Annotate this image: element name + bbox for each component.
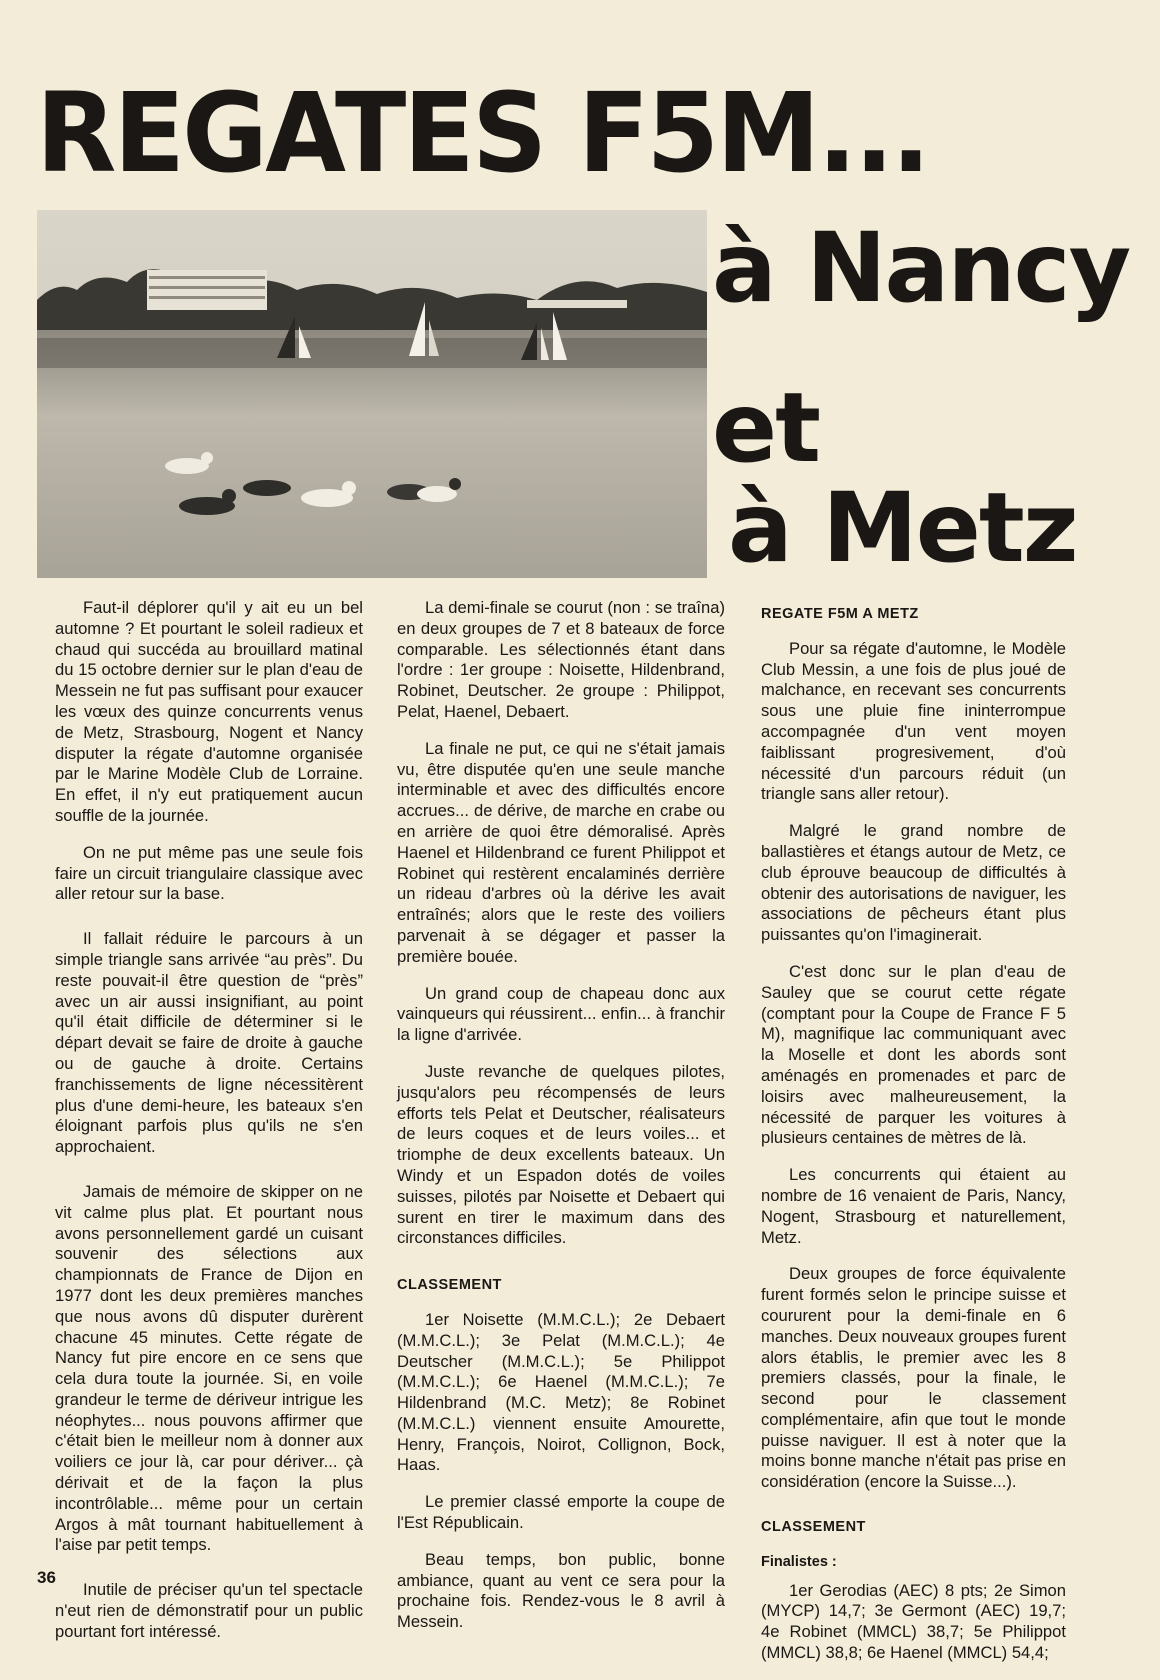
lake-photo bbox=[37, 210, 707, 578]
paragraph: Malgré le grand nombre de ballastières et étangs autour de Metz, ce club éprouve beaucoup de difficultés à obtenir des autorisations de naviguer, les associations de pêcheurs étant plus puissantes qu'on l'imaginerait. bbox=[761, 821, 1066, 945]
paragraph: La finale ne put, ce qui ne s'était jamais vu, être disputée qu'en une seule manche interminable et avec des difficultés encore accrues... de dérive, de marche en crabe ou en arrière de quoi être démoralisé. Après Haenel et Hildenbrand ce furent Philippot et Robinet qui restèrent encalaminés derrière un rideau d'arbres où la dérive les avait entraînés; alors que le reste des voiliers parvenait à se dégager et passer la première bouée. bbox=[397, 738, 725, 966]
paragraph: Inutile de préciser qu'un tel spectacle n'eut rien de démonstratif pour un public pourtant fort intéressé. bbox=[55, 1580, 363, 1641]
article-column-2 bbox=[397, 598, 725, 1649]
paragraph: Un grand coup de chapeau donc aux vainqueurs qui réussirent... enfin... à franchir la ligne d'arrivée. bbox=[397, 983, 725, 1045]
paragraph: Le premier classé emporte la coupe de l'Est Républicain. bbox=[397, 1492, 725, 1533]
article-title: REGATES F5M... bbox=[36, 69, 928, 197]
title-line-metz: à Metz bbox=[728, 472, 1077, 584]
paragraph: Beau temps, bon public, bonne ambiance, quant au vent ce sera pour la prochaine fois. Rendez-vous le 8 avril à Messein. bbox=[397, 1549, 725, 1632]
paragraph: Jamais de mémoire de skipper on ne vit calme plus plat. Et pourtant nous avons personnellement gardé un cuisant souvenir des sélections aux championnats de France de Dijon en 1977 dont les deux premières manches que nous avons dû disputer durèrent chacune 45 minutes. Cette régate de Nancy fut pire encore en ce sens que cela dura toute la journée. Si, en voile grandeur le terme de dériveur intrigue les néophytes... nous pouvons affirmer que c'était bien le meilleur nom à donner aux voiliers ce jour là, car pour dériver... çà dérivait et de la façon la plus incontrôlable... même pour un certain Argos à mât tournant habituellement à l'aise par petit temps. bbox=[55, 1181, 363, 1555]
photo-illustration bbox=[37, 210, 707, 578]
article-column-1 bbox=[55, 598, 363, 1659]
paragraph: Les concurrents qui étaient au nombre de 16 venaient de Paris, Nancy, Nogent, Strasbourg et naturellement, Metz. bbox=[761, 1165, 1066, 1247]
paragraph: La demi-finale se courut (non : se traîna) en deux groupes de 7 et 8 bateaux de force comparable. Les sélectionnés étant dans l'ordre : 1er groupe : Noisette, Hildenbrand, Robinet, Deutscher. 2e groupe : Philippot, Pelat, Haenel, Debaert. bbox=[397, 598, 725, 721]
classement-results: 1er Noisette (M.M.C.L.); 2e Debaert (M.M.C.L.); 3e Pelat (M.M.C.L.); 4e Deutscher (M.M.C.L.); 5e Philippot (M.M.C.L.); 6e Haenel (M.M.C.L.); 7e Hildenbrand (M.C. Metz); 8e Robinet (M.M.C.L.) viennent ensuite Amourette, Henry, François, Noirot, Collignon, Bock, Haas. bbox=[397, 1309, 725, 1475]
finalistes-results: 1er Gerodias (AEC) 8 pts; 2e Simon (MYCP) 14,7; 3e Germont (AEC) 19,7; 4e Robinet (MMCL) 38,7; 5e Philippot (MMCL) 38,8; 6e Haenel (MMCL) 54,4; bbox=[761, 1580, 1066, 1663]
paragraph: Faut-il déplorer qu'il y ait eu un bel automne ? Et pourtant le soleil radieux et chaud qui succéda au brouillard matinal du 15 octobre dernier sur le plan d'eau de Messein ne fut pas suffisant pour exaucer les vœux des quinze concurrents venus de Metz, Strasbourg, Nogent et Nancy disputer la régate d'automne organisée par le Marine Modèle Club de Lorraine. En effet, il n'y eut pratiquement aucun souffle de la journée. bbox=[55, 598, 363, 825]
paragraph: Pour sa régate d'automne, le Modèle Club Messin, a une fois de plus joué de malchance, en recevant ses concurrents sous une pluie fine ininterrompue accompagnée d'un vent moyen faiblissant progresivement, d'où nécessité d'un parcours réduit (un triangle sans aller retour). bbox=[761, 638, 1066, 804]
paragraph: On ne put même pas une seule fois faire un circuit triangulaire classique avec aller retour sur la base. bbox=[55, 842, 363, 904]
article-column-3 bbox=[761, 598, 1066, 1680]
paragraph: Juste revanche de quelques pilotes, jusqu'alors peu récompensés de leurs efforts tels Pelat et Deutscher, réalisateurs de leurs coques et de leurs voiles... et triomphe de deux excellents bateaux. Un Windy et un Espadon dotés de voiles suisses, pilotés par Noisette et Debaert qui surent en tirer le maximum dans des circonstances difficiles. bbox=[397, 1061, 725, 1248]
paragraph: Deux groupes de force équivalente furent formés selon le principe suisse et coururent pour la demi-finale en 6 manches. Deux nouveaux groupes furent alors établis, le premier avec les 8 premiers classés, pour la finale, le second pour le classement complémentaire, afin que tout le monde puisse naviguer. Il est à noter que la moins bonne manche n'était pas prise en considération (encore la Suisse...). bbox=[761, 1264, 1066, 1492]
title-line-et: et bbox=[712, 372, 819, 484]
paragraph: Il fallait réduire le parcours à un simple triangle sans arrivée “au près”. Du reste pouvait-il être question de “près” avec un air aussi insignifiant, au point qu'il était difficile de déterminer si le départ devait se faire de droite à gauche ou de gauche à droite. Certains franchissements de ligne nécessitèrent plus d'une demi-heure, les bateaux s'en éloignant parfois plus qu'ils ne s'en approchaient. bbox=[55, 929, 363, 1157]
page-number: 36 bbox=[37, 1568, 56, 1587]
finalistes-label: Finalistes : bbox=[761, 1553, 837, 1570]
classement-heading: CLASSEMENT bbox=[761, 1519, 866, 1536]
section-heading-metz: REGATE F5M A METZ bbox=[761, 606, 919, 622]
title-line-nancy: à Nancy bbox=[712, 212, 1130, 324]
classement-heading: CLASSEMENT bbox=[397, 1277, 502, 1294]
paragraph: C'est donc sur le plan d'eau de Sauley que se courut cette régate (comptant pour la Coupe de France F 5 M), magnifique lac communiquant avec la Moselle et dont les abords sont aménagés en promenades et parc de loisirs avec malheureusement, la nécessité de parquer les voitures à plusieurs centaines de mètres de là. bbox=[761, 961, 1066, 1148]
